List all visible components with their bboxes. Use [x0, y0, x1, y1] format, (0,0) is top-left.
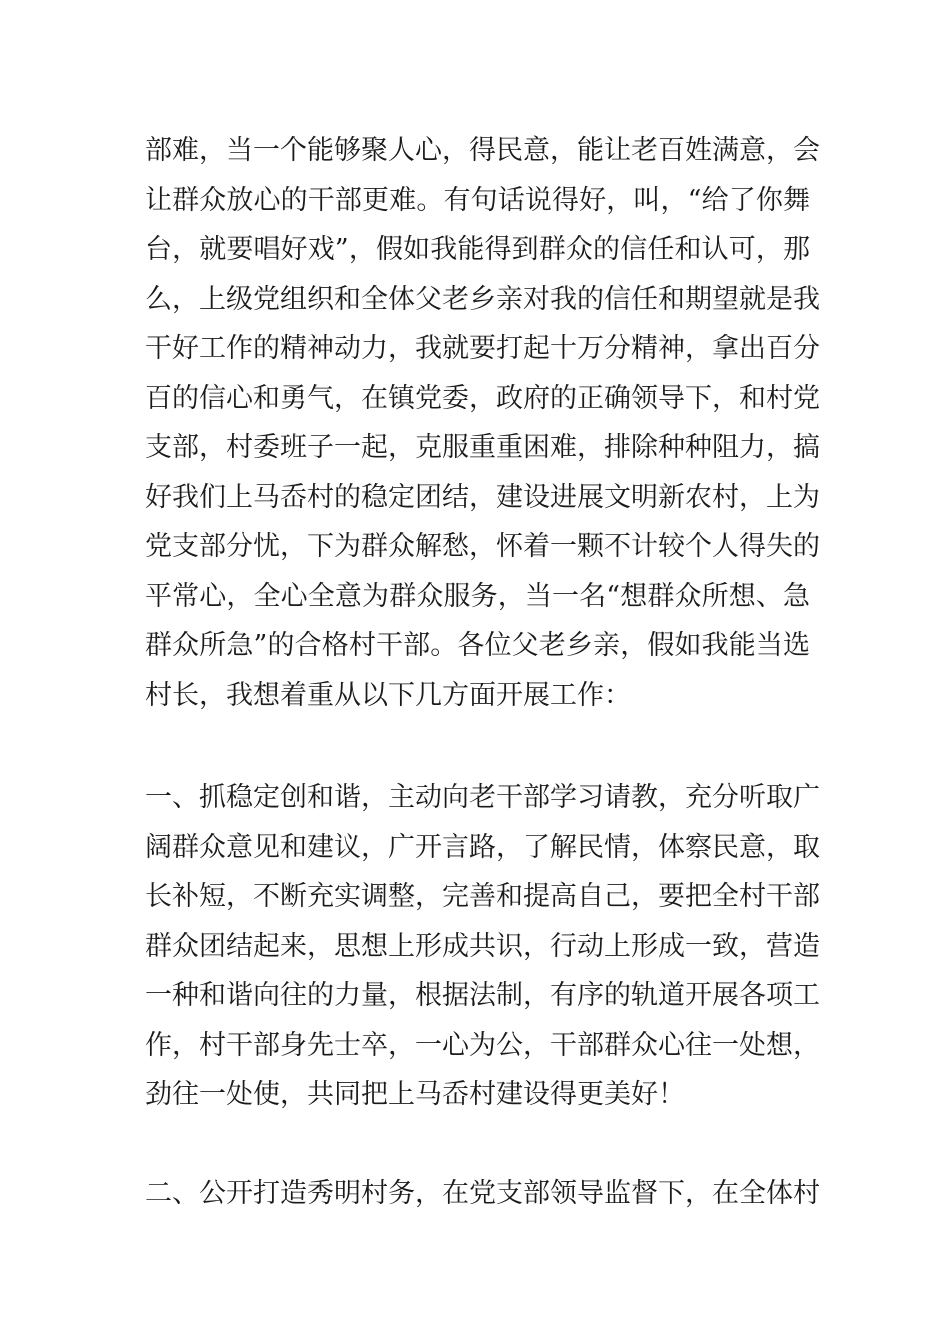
text-line: 好我们上马岙村的稳定团结，建设进展文明新农村，上为: [145, 481, 820, 513]
text-line: 么，上级党组织和全体父老乡亲对我的信任和期望就是我: [145, 283, 820, 315]
text-line: 劲往一处使，共同把上马岙村建设得更美好！: [145, 1079, 685, 1110]
paragraph-section-one: [145, 773, 820, 1120]
text-line: 干好工作的精神动力，我就要打起十万分精神，拿出百分: [145, 333, 820, 364]
text-line: 一种和谐向往的力量，根据法制，有序的轨道开展各项工: [145, 980, 820, 1011]
text-line: 村长，我想着重从以下几方面开展工作：: [145, 679, 631, 711]
text-line: 群众团结起来，思想上形成共识，行动上形成一致，营造: [145, 930, 820, 962]
text-line: 台，就要唱好戏”，假如我能得到群众的信任和认可，那: [145, 234, 810, 265]
text-line: 作，村干部身先士卒，一心为公，干部群众心往一处想，: [145, 1029, 820, 1061]
paragraph-intro: [145, 126, 820, 720]
text-line: 支部，村委班子一起，克服重重困难，排除种种阻力，搞: [145, 432, 820, 463]
text-line: 部难，当一个能够聚人心，得民意，能让老百姓满意，会: [145, 135, 820, 166]
text-line: 党支部分忧，下为群众解愁，怀着一颗不计较个人得失的: [145, 531, 820, 562]
text-line: 二、公开打造秀明村务，在党支部领导监督下，在全体村: [145, 1178, 820, 1209]
text-line: 群众所急”的合格村干部。各位父老乡亲，假如我能当选: [145, 630, 810, 661]
text-line: 让群众放心的干部更难。有句话说得好，叫，“给了你舞: [145, 184, 810, 216]
text-line: 长补短，不断充实调整，完善和提高自己，要把全村干部: [145, 881, 820, 912]
text-line: 一、抓稳定创和谐，主动向老干部学习请教，充分听取广: [145, 782, 820, 813]
text-line: 阔群众意见和建议，广开言路，了解民情，体察民意，取: [145, 831, 820, 863]
paragraph-section-two: [145, 1169, 820, 1219]
text-line: 平常心，全心全意为群众服务，当一名“想群众所想、急: [145, 580, 810, 612]
text-line: 百的信心和勇气，在镇党委，政府的正确领导下，和村党: [145, 382, 820, 414]
